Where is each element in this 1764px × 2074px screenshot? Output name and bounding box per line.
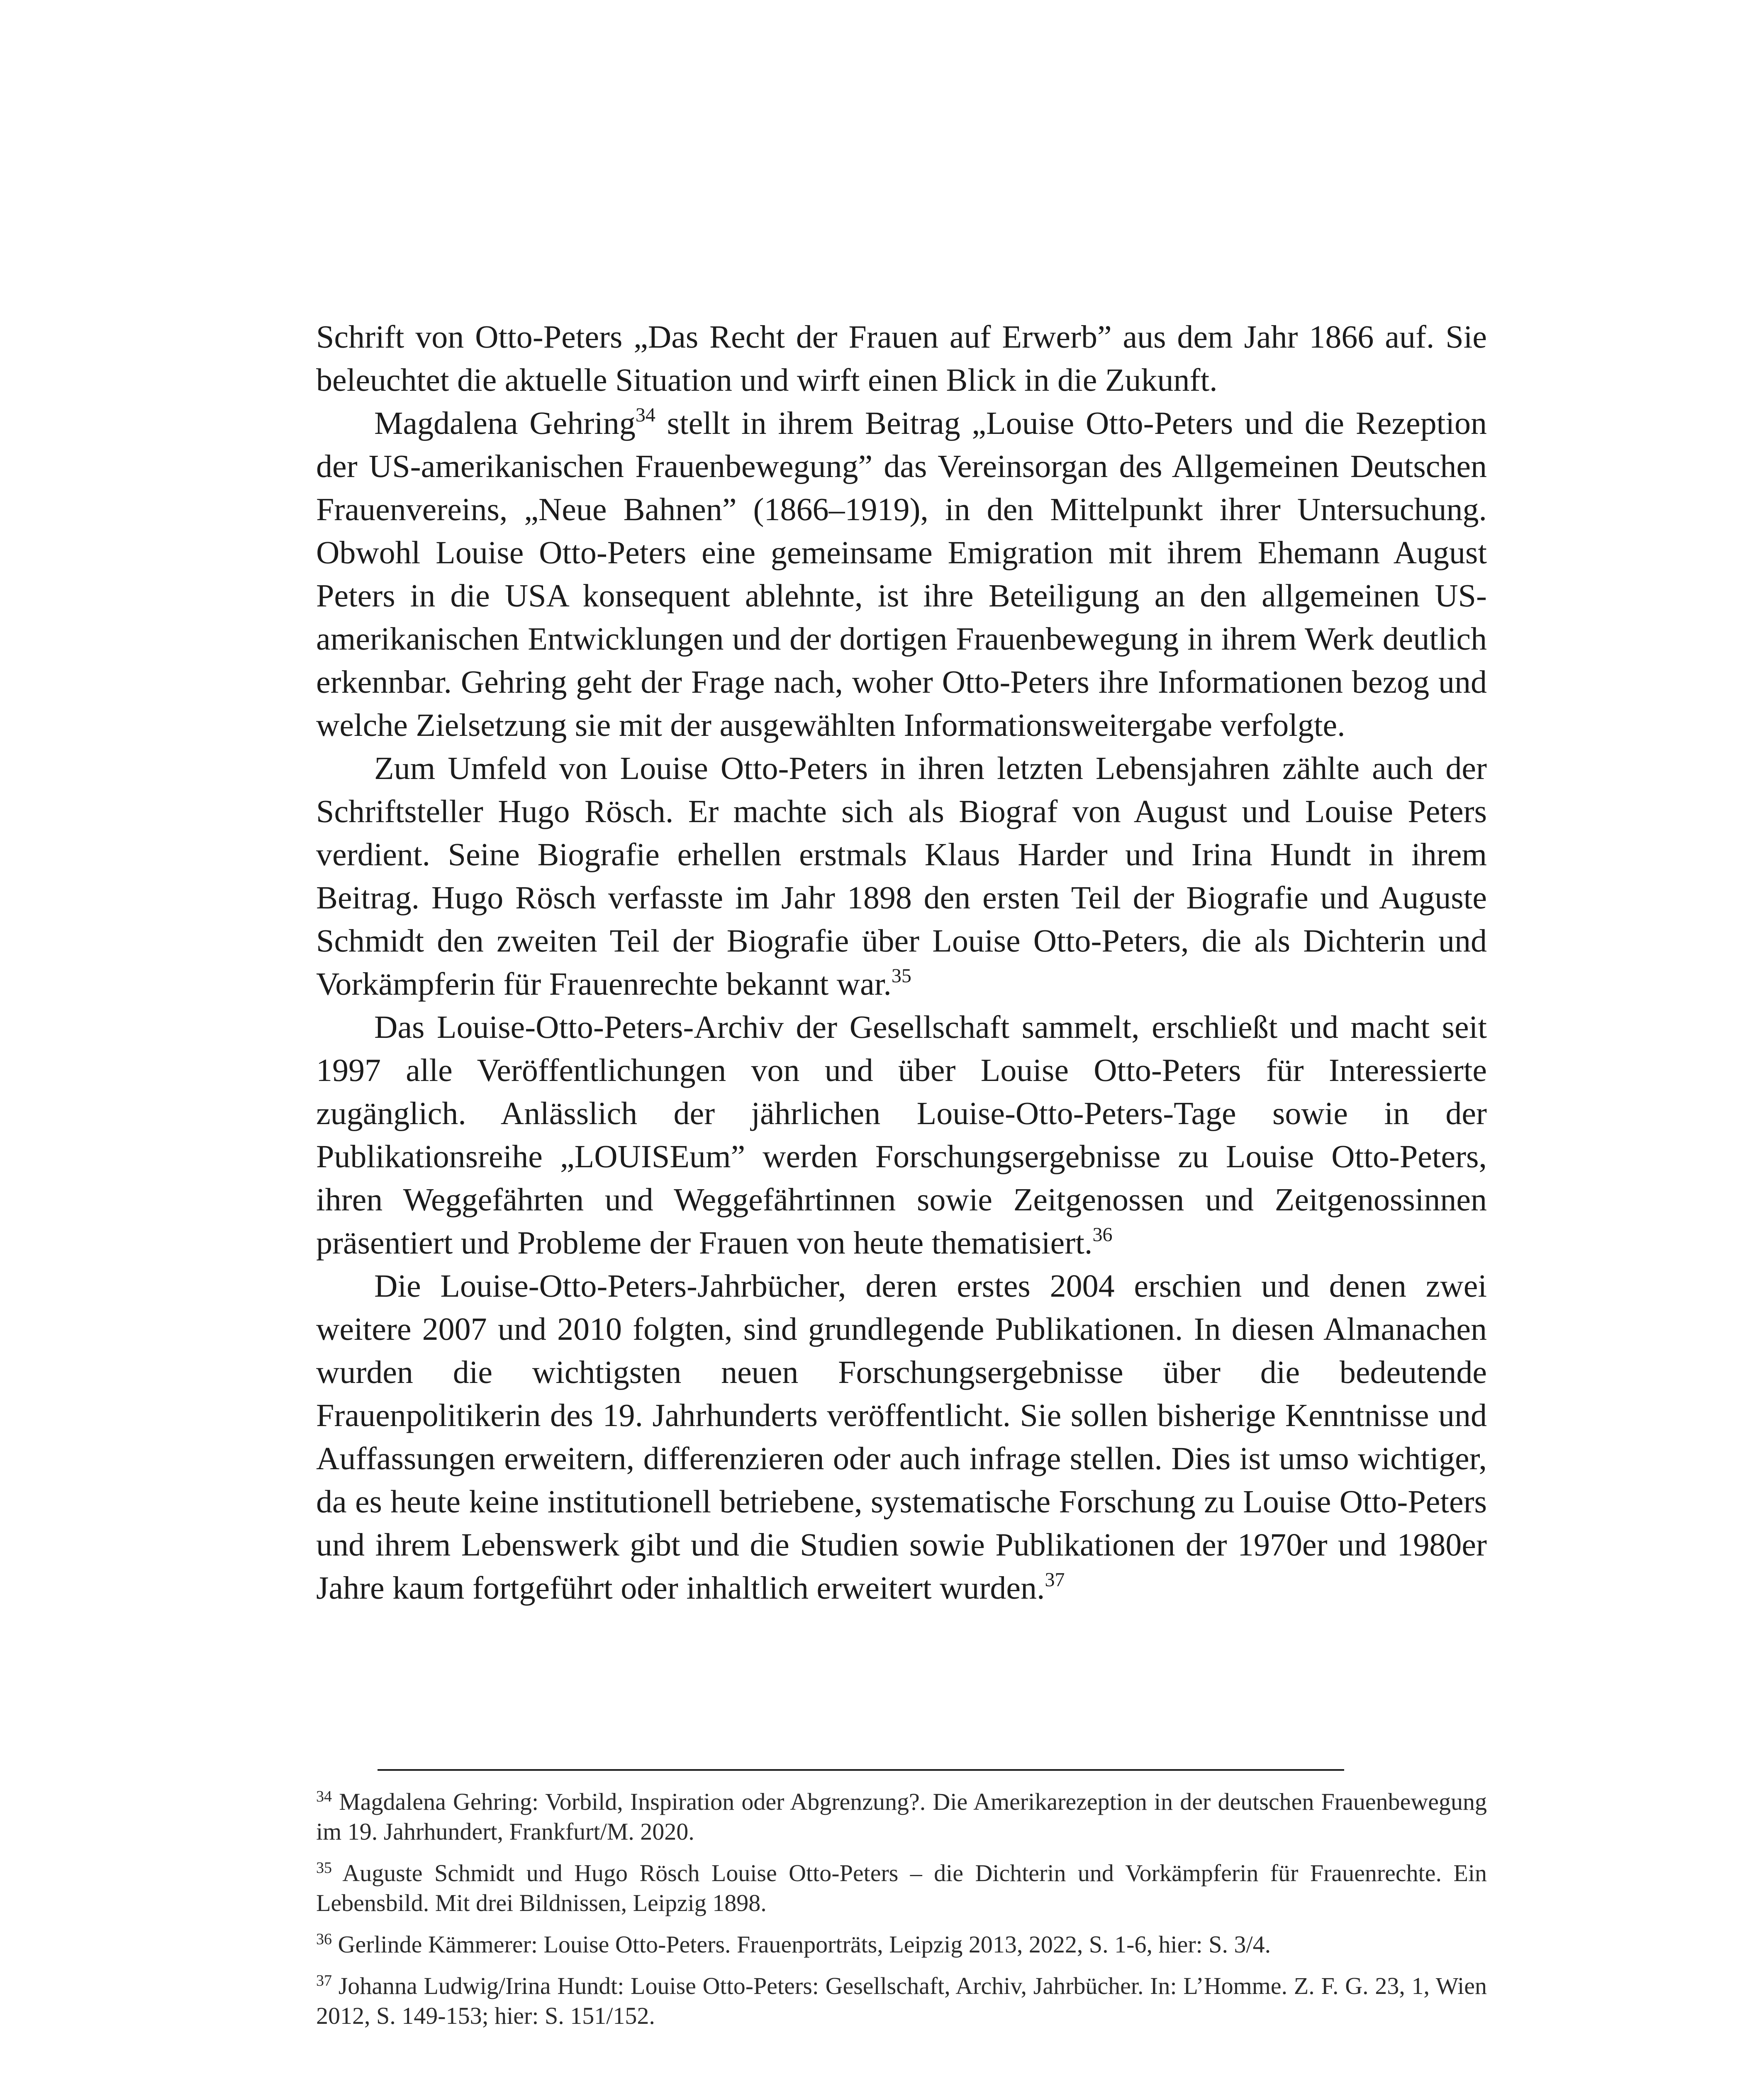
footnote-number: 37 (316, 1972, 332, 1989)
paragraph-3 (316, 747, 1487, 1005)
footnote-number: 36 (316, 1930, 332, 1948)
paragraph-2 (316, 402, 1487, 747)
footnote-37 (316, 1971, 1487, 2031)
paragraph-4-text: Das Louise-Otto-Peters-Archiv der Gesellschaft sammelt, erschließt und macht seit 1997 alle Veröffentlichungen von und über Louise Otto-Peters für Interessierte zugänglich. Anlässlich der jährlichen Louise-Otto-Peters-Tage sowie in der Publikationsreihe „LOUISEum” werden Forschungsergebnisse zu Louise Otto-Peters, ihren Weggefährten und Weggefährtinnen sowie Zeitgenossen und Zeitgenossinnen präsentiert und Probleme der Frauen von heute thematisiert. (316, 1009, 1487, 1261)
paragraph-5-text: Die Louise-Otto-Peters-Jahrbücher, deren erstes 2004 erschien und denen zwei weitere 2007 und 2010 folgten, sind grundlegende Publikationen. In diesen Almanachen wurden die wichtigsten neuen Forschungsergebnisse über die bedeutende Frauenpolitikerin des 19. Jahrhunderts veröffentlicht. Sie sollen bisherige Kenntnisse und Auffassungen erweitern, differenzieren oder auch infrage stellen. Dies ist umso wichtiger, da es heute keine institutionell betriebene, systematische Forschung zu Louise Otto-Peters und ihrem Lebenswerk gibt und die Studien sowie Publikationen der 1970er und 1980er Jahre kaum fortgeführt oder inhaltlich erweitert wurden. (316, 1268, 1487, 1606)
footnote-34 (316, 1787, 1487, 1847)
footnote-text: Magdalena Gehring: Vorbild, Inspiration oder Abgrenzung?. Die Amerikarezeption in der deutschen Frauenbewegung im 19. Jahrhundert, Frankfurt/M. 2020. (316, 1788, 1487, 1845)
footnote-text: Auguste Schmidt und Hugo Rösch Louise Otto-Peters – die Dichterin und Vorkämpferin für Frauenrechte. Ein Lebensbild. Mit drei Bildnissen, Leipzig 1898. (316, 1860, 1487, 1916)
body-text (316, 315, 1487, 1609)
footnote-ref-34[interactable]: 34 (635, 404, 655, 426)
footnote-ref-37[interactable]: 37 (1045, 1569, 1065, 1591)
paragraph-1 (316, 315, 1487, 402)
footnote-35 (316, 1858, 1487, 1918)
footnote-separator (378, 1769, 1344, 1771)
footnotes (316, 1787, 1487, 2042)
paragraph-2-text-a: Magdalena Gehring (374, 405, 636, 441)
paragraph-1-text: Schrift von Otto-Peters „Das Recht der Frauen auf Erwerb” aus dem Jahr 1866 auf. Sie beleuchtet die aktuelle Situation und wirft einen Blick in die Zukunft. (316, 319, 1487, 398)
footnote-ref-35[interactable]: 35 (891, 965, 911, 987)
paragraph-2-text-b: stellt in ihrem Beitrag „Louise Otto-Peters und die Rezeption der US-amerikanischen Frauenbewegung” das Vereinsorgan des Allgemeinen Deutschen Frauenvereins, „Neue Bahnen” (1866–1919), in den Mittelpunkt ihrer Untersuchung. Obwohl Louise Otto-Peters eine gemeinsame Emigration mit ihrem Ehemann August Peters in die USA konsequent ablehnte, ist ihre Beteiligung an den allgemeinen US-amerikanischen Entwicklungen und der dortigen Frauenbewegung in ihrem Werk deutlich erkennbar. Gehring geht der Frage nach, woher Otto-Peters ihre Informationen bezog und welche Zielsetzung sie mit der ausgewählten Informationsweitergabe verfolgte. (316, 405, 1487, 743)
paragraph-5 (316, 1264, 1487, 1609)
paragraph-3-text: Zum Umfeld von Louise Otto-Peters in ihren letzten Lebensjahren zählte auch der Schriftsteller Hugo Rösch. Er machte sich als Biograf von August und Louise Peters verdient. Seine Biografie erhellen erstmals Klaus Harder und Irina Hundt in ihrem Beitrag. Hugo Rösch verfasste im Jahr 1898 den ersten Teil der Biografie und Auguste Schmidt den zweiten Teil der Biografie über Louise Otto-Peters, die als Dichterin und Vorkämpferin für Frauenrechte bekannt war. (316, 750, 1487, 1002)
footnote-text: Johanna Ludwig/Irina Hundt: Louise Otto-Peters: Gesellschaft, Archiv, Jahrbücher. In: L’Homme. Z. F. G. 23, 1, Wien 2012, S. 149-153; hier: S. 151/152. (316, 1972, 1487, 2029)
footnote-number: 35 (316, 1859, 332, 1877)
footnote-36 (316, 1930, 1487, 1960)
paragraph-4 (316, 1005, 1487, 1264)
footnote-ref-36[interactable]: 36 (1092, 1224, 1113, 1246)
footnote-text: Gerlinde Kämmerer: Louise Otto-Peters. Frauenporträts, Leipzig 2013, 2022, S. 1-6, hier: S. 3/4. (332, 1931, 1271, 1958)
footnote-number: 34 (316, 1788, 332, 1805)
